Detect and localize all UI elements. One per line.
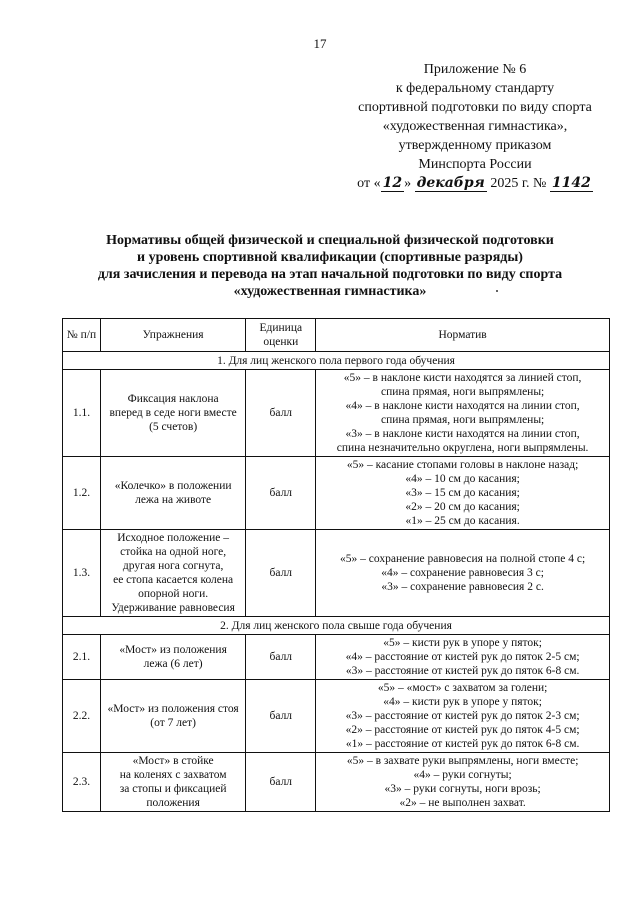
row-number: 1.1. (63, 370, 101, 457)
order-month: декабря (416, 175, 485, 191)
exercise-line: опорной ноги. (138, 588, 209, 600)
norm-line: «4» – сохранение равновесия 3 с; (381, 567, 544, 579)
norm-line: «5» – кисти рук в упоре у пяток; (383, 637, 542, 649)
exercise-line: лежа (6 лет) (143, 658, 203, 670)
appendix-line: утвержденному приказом (398, 138, 552, 153)
norm-line: «4» – расстояние от кистей рук до пяток 2-5 см; (345, 651, 580, 663)
exercise-line: лежа на животе (135, 494, 212, 506)
row-number: 2.3. (63, 753, 101, 812)
norm-cell (316, 635, 610, 680)
appendix-line: Минспорта России (418, 157, 532, 172)
appendix-line: к федеральному стандарту (395, 81, 555, 96)
norm-line: спина прямая, ноги выпрямлены; (380, 386, 545, 398)
exercise-line: «Мост» из положения стоя (107, 703, 239, 715)
exercise-line: «Мост» в стойке (132, 755, 214, 767)
norm-line: «3» – расстояние от кистей рук до пяток 6-8 см. (345, 665, 580, 677)
exercise-cell (100, 753, 245, 812)
title-line: для зачисления и перевода на этап начальной подготовки по виду спорта (97, 267, 563, 282)
norm-line: спина прямая, ноги выпрямлены; (380, 414, 545, 426)
unit-cell: балл (246, 530, 316, 617)
exercise-line: за стопы и фиксацией (119, 783, 227, 795)
section-row (63, 352, 610, 370)
title-line: «художественная гимнастика» (233, 284, 427, 299)
norm-line: «5» – касание стопами головы в наклоне назад; (346, 459, 579, 471)
header-number: № п/п (63, 319, 101, 352)
norm-line: «5» – в захвате руки выпрямлены, ноги вместе; (346, 755, 579, 767)
table-row (63, 457, 610, 530)
unit-cell: балл (246, 680, 316, 753)
order-prefix: от « (357, 176, 381, 191)
section-title: 2. Для лиц женского пола свыше года обучения (63, 617, 610, 635)
norm-line: «5» – в наклоне кисти находятся за линией стоп, (343, 372, 582, 384)
appendix-block (340, 60, 610, 193)
title-line: и уровень спортивной квалификации (спортивные разряды) (137, 250, 523, 265)
order-number: 1142 (551, 175, 591, 191)
norm-line: «1» – расстояние от кистей рук до пяток 6-8 см. (345, 738, 580, 750)
row-number: 2.2. (63, 680, 101, 753)
norm-line: «5» – «мост» с захватом за голени; (377, 682, 548, 694)
exercise-line: (от 7 лет) (150, 717, 196, 729)
norm-cell (316, 530, 610, 617)
exercise-cell (100, 457, 245, 530)
exercise-cell (100, 680, 245, 753)
document-title (60, 232, 600, 300)
norm-line: «2» – не выполнен захват. (399, 797, 526, 809)
norm-line: «2» – расстояние от кистей рук до пяток 4-5 см; (345, 724, 580, 736)
table-header-row (63, 319, 610, 352)
norm-line: «4» – кисти рук в упоре у пяток; (383, 696, 542, 708)
norm-cell (316, 370, 610, 457)
norm-line: «3» – руки согнуты, ноги врозь; (384, 783, 541, 795)
norm-cell (316, 680, 610, 753)
scan-speck (496, 290, 498, 292)
norm-line: «3» – расстояние от кистей рук до пяток 2-3 см; (345, 710, 580, 722)
row-number: 1.2. (63, 457, 101, 530)
order-day: 12 (382, 175, 403, 191)
norm-line: спина незначительно округлена, ноги выпрямлены. (336, 442, 589, 454)
norm-line: «3» – в наклоне кисти находятся на линии стоп, (345, 428, 580, 440)
norm-cell (316, 753, 610, 812)
exercise-line: положения (146, 797, 200, 809)
unit-cell: балл (246, 370, 316, 457)
exercise-line: на коленях с захватом (119, 769, 227, 781)
order-line (340, 174, 610, 193)
unit-cell: балл (246, 457, 316, 530)
exercise-cell (100, 370, 245, 457)
unit-cell: балл (246, 635, 316, 680)
exercise-line: Фиксация наклона (127, 393, 219, 405)
exercise-line: «Мост» из положения (119, 644, 227, 656)
appendix-line: Приложение № 6 (423, 62, 527, 77)
exercise-line: вперед в седе ноги вместе (109, 407, 237, 419)
exercise-cell (100, 530, 245, 617)
exercise-line: Исходное положение – (117, 532, 230, 544)
norm-line: «3» – 15 см до касания; (405, 487, 520, 499)
table-row (63, 370, 610, 457)
unit-cell: балл (246, 753, 316, 812)
table-row (63, 635, 610, 680)
norms-table-body (63, 352, 610, 812)
norm-line: «2» – 20 см до касания; (405, 501, 520, 513)
table-row (63, 530, 610, 617)
exercise-cell (100, 635, 245, 680)
table-row (63, 680, 610, 753)
norms-table (62, 318, 610, 812)
norm-cell (316, 457, 610, 530)
exercise-line: ее стопа касается колена (113, 574, 234, 586)
exercise-line: другая нога согнута, (122, 560, 224, 572)
norm-line: «5» – сохранение равновесия на полной стопе 4 с; (340, 553, 586, 565)
norm-line: «4» – руки согнуты; (413, 769, 512, 781)
appendix-line: спортивной подготовки по виду спорта (358, 100, 592, 115)
norm-line: «3» – сохранение равновесия 2 с. (381, 581, 544, 593)
header-norm: Норматив (316, 319, 610, 352)
exercise-line: (5 счетов) (149, 421, 198, 433)
exercise-line: Удерживание равновесия (111, 602, 235, 614)
order-mid: » (404, 176, 412, 191)
table-row (63, 753, 610, 812)
section-row (63, 617, 610, 635)
row-number: 1.3. (63, 530, 101, 617)
exercise-line: «Колечко» в положении (114, 480, 232, 492)
title-line: Нормативы общей физической и специальной физической подготовки (106, 233, 554, 248)
norm-line: «4» – 10 см до касания; (405, 473, 520, 485)
norm-line: «1» – 25 см до касания. (405, 515, 520, 527)
appendix-line: «художественная гимнастика», (382, 119, 568, 134)
section-title: 1. Для лиц женского пола первого года обучения (63, 352, 610, 370)
row-number: 2.1. (63, 635, 101, 680)
exercise-line: стойка на одной ноге, (120, 546, 227, 558)
header-exercise: Упражнения (100, 319, 245, 352)
order-year: 2025 г. № (490, 176, 547, 191)
header-unit: Единица оценки (246, 319, 316, 352)
page-number: 17 (313, 36, 327, 51)
norm-line: «4» – в наклоне кисти находятся на линии стоп, (345, 400, 580, 412)
